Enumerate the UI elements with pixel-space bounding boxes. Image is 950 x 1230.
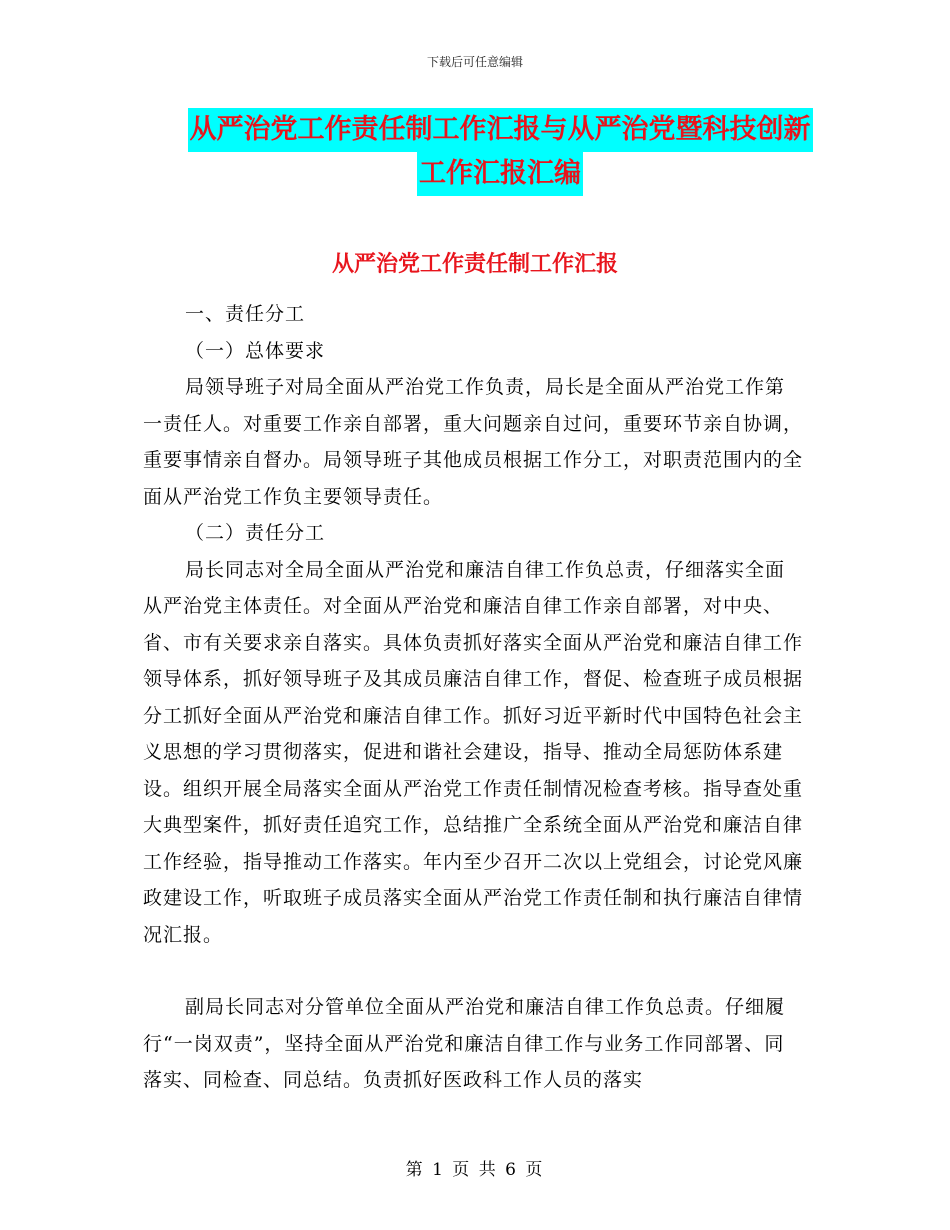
heading-responsibility-division: 一、责任分工 xyxy=(185,303,306,325)
header-note: 下载后可任意编辑 xyxy=(426,55,523,69)
document-title-line-2: 工作汇报汇编 xyxy=(417,152,583,196)
section-title: 从严治党工作责任制工作汇报 xyxy=(331,252,618,277)
document-title-line-1: 从严治党工作责任制工作汇报与从严治党暨科技创新 xyxy=(188,108,813,152)
heading-general-requirements: （一）总体要求 xyxy=(185,339,326,362)
paragraph-general-requirements: 局领导班子对局全面从严治党工作负责，局长是全面从严治党工作第一责任人。对重要工作亲自部署，重大问题亲自过问，重要环节亲自协调，重要事情亲自督办。局领导班子其他成员根据工作分工，对职责范围内的全面从严治党工作负主要领导责任。 xyxy=(143,376,804,508)
document-title xyxy=(140,108,860,196)
paragraph-spacer xyxy=(143,953,803,989)
paragraph-director-duties: 局长同志对全局全面从严治党和廉洁自律工作负总责，仔细落实全面从严治党主体责任。对全面从严治党和廉洁自律工作亲自部署，对中央、省、市有关要求亲自落实。具体负责抓好落实全面从严治党和廉洁自律工作领导体系，抓好领导班子及其成员廉洁自律工作，督促、检查班子成员根据分工抓好全面从严治党和廉洁自律工作。抓好习近平新时代中国特色社会主义思想的学习贯彻落实，促进和谐社会建设，指导、推动全局惩防体系建设。组织开展全局落实全面从严治党工作责任制情况检查考核。指导查处重大典型案件，抓好责任追究工作，总结推广全系统全面从严治党和廉洁自律工作经验，指导推动工作落实。年内至少召开二次以上党组会，讨论党风廉政建设工作，听取班子成员落实全面从严治党工作责任制和执行廉洁自律情况汇报。 xyxy=(143,558,804,946)
page-number-footer: 第 1 页 共 6 页 xyxy=(405,1160,545,1180)
document-body xyxy=(143,296,803,1099)
paragraph-deputy-director-duties: 副局长同志对分管单位全面从严治党和廉洁自律工作负总责。仔细履行“一岗双责”，坚持全面从严治党和廉洁自律工作与业务工作同部署、同落实、同检查、同总结。负责抓好医政科工作人员的落实 xyxy=(143,996,786,1091)
heading-duty-division: （二）责任分工 xyxy=(185,522,326,544)
